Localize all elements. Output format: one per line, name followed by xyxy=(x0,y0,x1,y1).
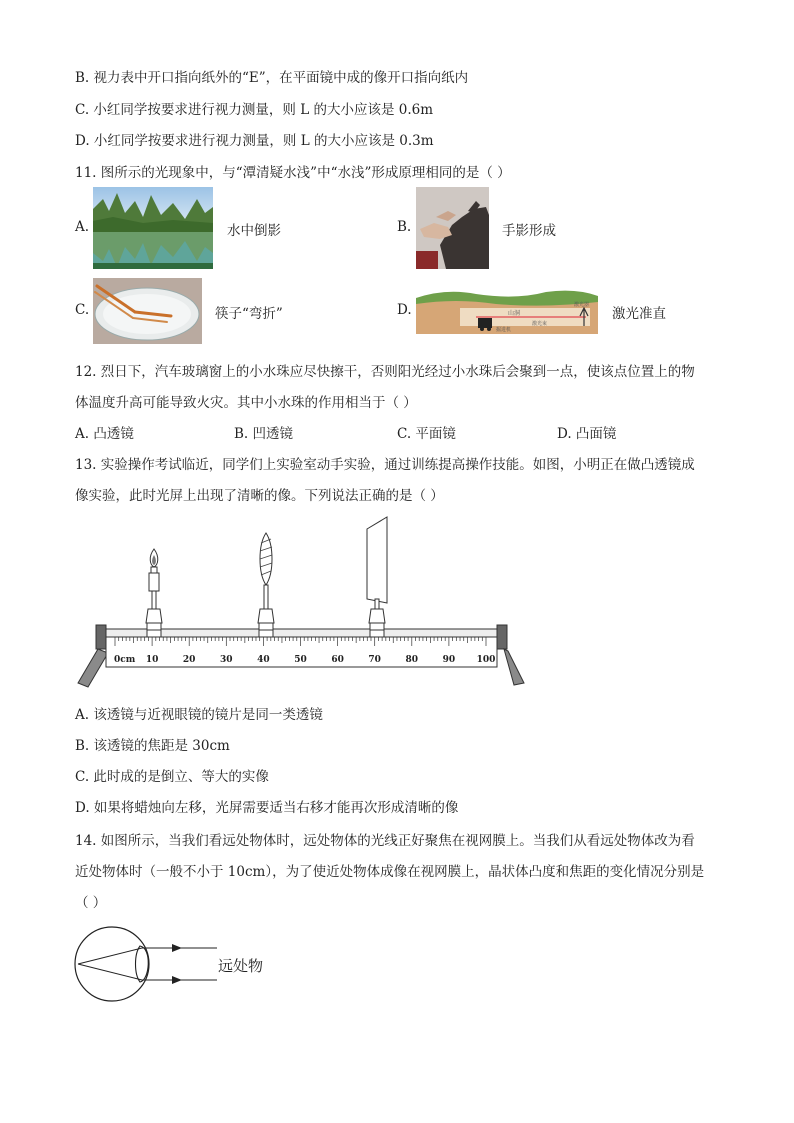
arrow-icon xyxy=(172,976,182,984)
tunnel-label-machine: 掘进机 xyxy=(496,327,512,333)
candle xyxy=(146,549,162,637)
q11-option-d-label: 激光准直 xyxy=(612,306,666,322)
q11-option-b-label: 手影形成 xyxy=(502,223,556,239)
light-screen xyxy=(367,517,387,637)
q14-stem-line1: 14. 如图所示，当我们看远处物体时，远处物体的光线正好聚焦在视网膜上。当我们从看远处物体改为看 xyxy=(75,833,695,849)
tunnel-label-device: 激光器 xyxy=(574,302,590,308)
ruler-label: 0cm xyxy=(114,655,136,665)
q11-stem: 11. 图所示的光现象中，与“潭清疑水浅”中“水浅”形成原理相同的是（ ） xyxy=(75,165,511,181)
arrow-icon xyxy=(172,944,182,952)
ruler-label: 30 xyxy=(220,655,233,665)
water-reflection-image xyxy=(93,187,213,269)
q12-option-a: A. 凸透镜 xyxy=(75,426,134,442)
q11-option-a-label: 水中倒影 xyxy=(227,223,281,239)
far-object-label: 远处物 xyxy=(218,957,264,975)
q13-option-c: C. 此时成的是倒立、等大的实像 xyxy=(75,769,269,785)
eyeball xyxy=(75,927,149,1001)
tunnel-label-top: 山洞 xyxy=(508,310,521,317)
q12-stem-line2: 体温度升高可能导致火灾。其中小水珠的作用相当于（ ） xyxy=(75,395,417,411)
convex-lens xyxy=(258,533,274,637)
q13-option-b: B. 该透镜的焦距是 30cm xyxy=(75,738,230,754)
q13-stem-line1: 13. 实验操作考试临近，同学们上实验室动手实验，通过训练提高操作技能。如图，小明正在做凸透镜成 xyxy=(75,457,695,473)
q11-option-c-letter: C. xyxy=(75,302,90,318)
ruler-label: 50 xyxy=(294,655,307,665)
q12-option-c: C. 平面镜 xyxy=(397,426,456,442)
ruler-label: 20 xyxy=(182,655,196,665)
q12-option-b: B. 凹透镜 xyxy=(234,426,294,442)
ruler-label: 60 xyxy=(331,655,344,665)
optical-bench-diagram xyxy=(74,515,534,690)
ruler-label: 80 xyxy=(405,655,419,665)
ruler-label: 90 xyxy=(442,655,456,665)
ruler-label: 40 xyxy=(257,655,270,665)
q12-option-d: D. 凸面镜 xyxy=(557,426,617,442)
q10-option-c: C. 小红同学按要求进行视力测量，则 L 的大小应该是 0.6m xyxy=(75,102,434,118)
ruler-label: 100 xyxy=(476,655,496,665)
ruler-label: 10 xyxy=(145,655,159,665)
q11-option-b-letter: B. xyxy=(397,219,412,235)
bent-chopsticks-image xyxy=(93,278,202,344)
q10-option-d: D. 小红同学按要求进行视力测量，则 L 的大小应该是 0.3m xyxy=(75,133,434,149)
q10-option-b: B. 视力表中开口指向纸外的“E”，在平面镜中成的像开口指向纸内 xyxy=(75,70,469,86)
q11-option-c-label: 筷子“弯折” xyxy=(215,306,283,322)
q13-option-d: D. 如果将蜡烛向左移，光屏需要适当右移才能再次形成清晰的像 xyxy=(75,800,459,816)
q11-option-a-letter: A. xyxy=(75,219,90,235)
q14-stem-line3: （ ） xyxy=(75,895,107,911)
q13-option-a: A. 该透镜与近视眼镜的镜片是同一类透镜 xyxy=(75,707,323,723)
q12-stem-line1: 12. 烈日下，汽车玻璃窗上的小水珠应尽快擦干，否则阳光经过小水珠后会聚到一点，使该点位置上的物 xyxy=(75,364,695,380)
laser-tunnel-image xyxy=(416,286,598,334)
ruler-label: 70 xyxy=(368,655,381,665)
q11-option-d-letter: D. xyxy=(397,302,412,318)
hand-shadow-image xyxy=(416,187,489,269)
q14-stem-line2: 近处物体时（一般不小于 10cm），为了使近处物体成像在视网膜上，晶状体凸度和焦距的变化情况分别是 xyxy=(75,864,705,880)
q13-stem-line2: 像实验，此时光屏上出现了清晰的像。下列说法正确的是（ ） xyxy=(75,488,444,504)
tunnel-label-beam: 激光束 xyxy=(532,321,548,327)
